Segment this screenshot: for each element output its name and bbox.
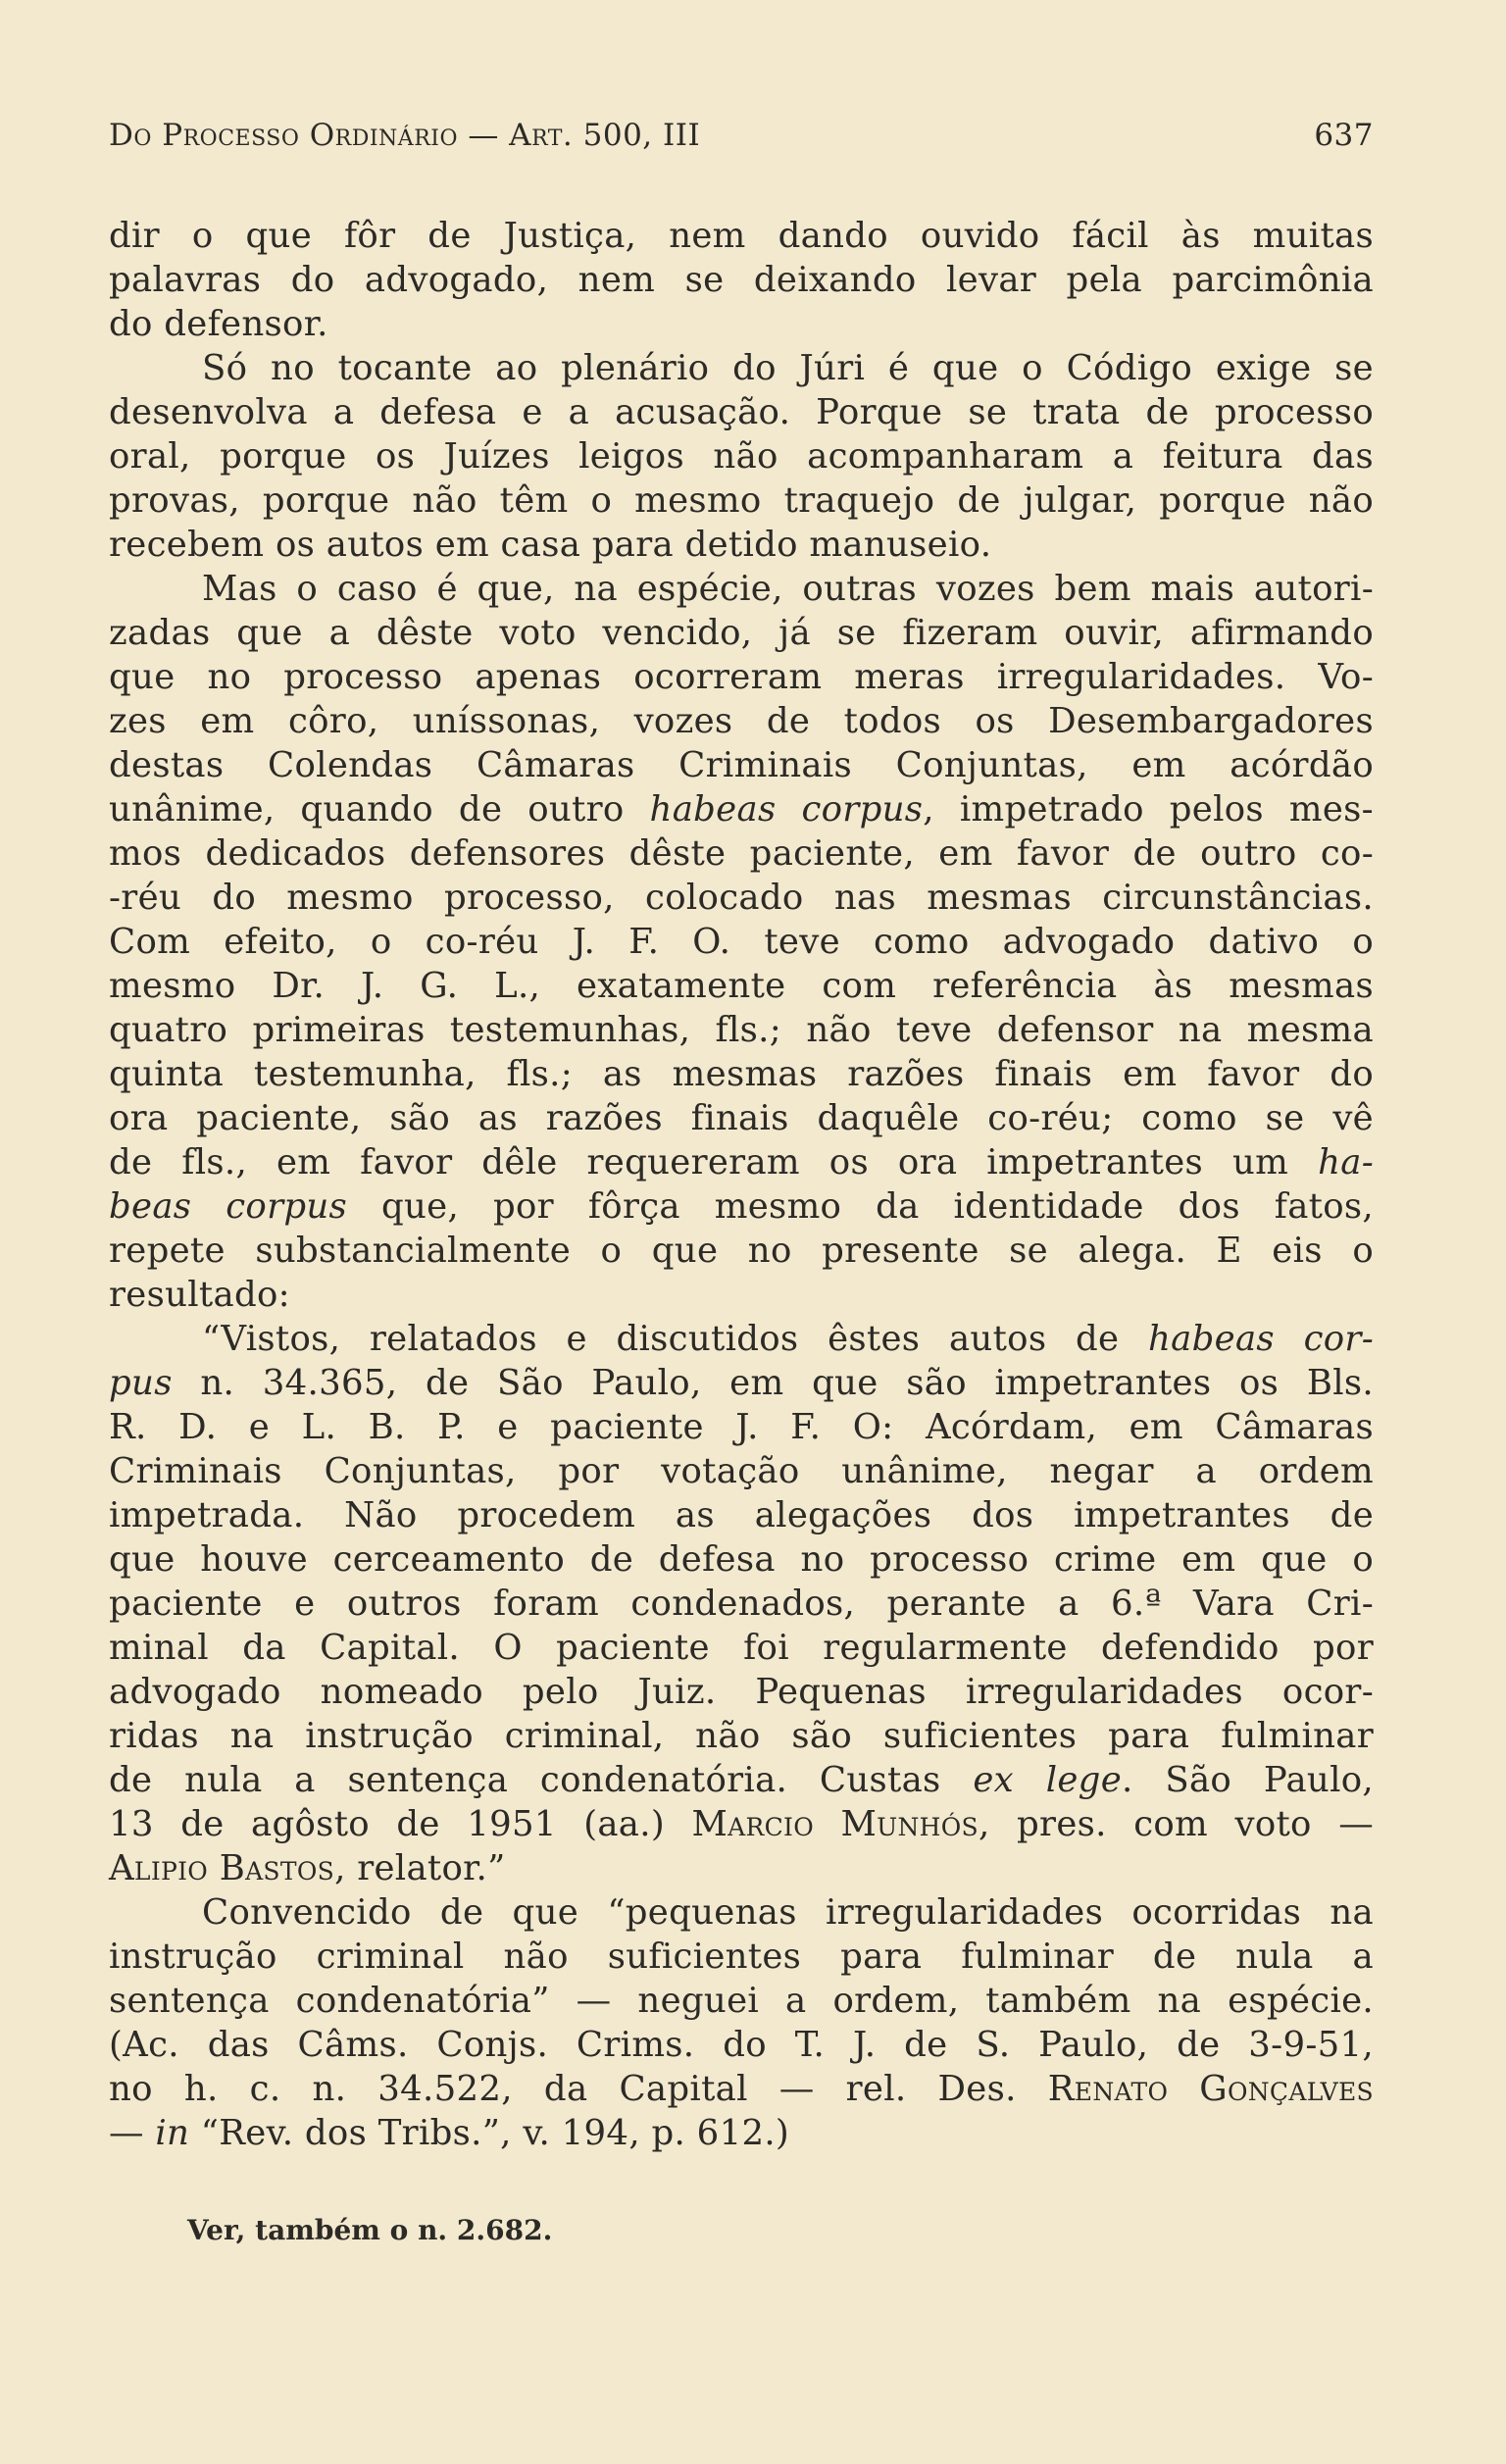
text-line: quinta testemunha, fls.; as mesmas razões finais em favor do bbox=[109, 1054, 1374, 1094]
text-line: que no processo apenas ocorreram meras irregularidades. Vo- bbox=[109, 657, 1374, 697]
italic-text: habeas corpus bbox=[649, 789, 924, 830]
page-number: 637 bbox=[1314, 118, 1374, 153]
text-line: (Ac. das Câms. Conjs. Crims. do T. J. de S. Paulo, de 3-9-51, bbox=[109, 2025, 1374, 2065]
text-line: Alipio Bastos, relator.” bbox=[109, 1848, 506, 1888]
text-line: R. D. e L. B. P. e paciente J. F. O: Acórdam, em Câmaras bbox=[109, 1407, 1374, 1447]
text-line: advogado nomeado pelo Juiz. Pequenas irregularidades ocor- bbox=[109, 1672, 1374, 1712]
name-small-caps: Renato Gonçalves bbox=[1047, 2069, 1374, 2109]
text-line: oral, porque os Juízes leigos não acompanharam a feitura das bbox=[109, 436, 1374, 477]
name-small-caps: Marcio Munhós bbox=[691, 1804, 979, 1844]
see-also-note: Ver, também o n. 2.682. bbox=[187, 2214, 553, 2246]
text-line: provas, porque não têm o mesmo traquejo de julgar, porque não bbox=[109, 480, 1374, 521]
text-line: de fls., em favor dêle requereram os ora impetrantes um ha- bbox=[109, 1142, 1374, 1182]
text-line: repete substancialmente o que no presente se alega. E eis o bbox=[109, 1231, 1374, 1271]
text-line: beas corpus que, por fôrça mesmo da identidade dos fatos, bbox=[109, 1186, 1374, 1227]
text-line: destas Colendas Câmaras Criminais Conjuntas, em acórdão bbox=[109, 745, 1374, 785]
text-line: minal da Capital. O paciente foi regularmente defendido por bbox=[109, 1628, 1374, 1668]
body-text bbox=[109, 214, 1374, 2155]
text-line: no h. c. n. 34.522, da Capital — rel. Des. Renato Gonçalves bbox=[109, 2069, 1374, 2109]
text-line: — in “Rev. dos Tribs.”, v. 194, p. 612.) bbox=[109, 2113, 790, 2153]
text-line: Só no tocante ao plenário do Júri é que o Código exige se bbox=[202, 348, 1374, 388]
text-line: 13 de agôsto de 1951 (aa.) Marcio Munhós, pres. com voto — bbox=[109, 1804, 1374, 1844]
text-line: sentença condenatória” — neguei a ordem, também na espécie. bbox=[109, 1981, 1374, 2021]
text-line: “Vistos, relatados e discutidos êstes autos de habeas cor- bbox=[202, 1319, 1374, 1359]
running-title: Do Processo Ordinário — Art. 500, III bbox=[109, 118, 701, 153]
text-line: -réu do mesmo processo, colocado nas mesmas circunstâncias. bbox=[109, 878, 1374, 918]
text-line: mos dedicados defensores dêste paciente, em favor de outro co- bbox=[109, 833, 1374, 874]
italic-text: habeas cor- bbox=[1147, 1319, 1374, 1359]
text-line: Convencido de que “pequenas irregularidades ocorridas na bbox=[202, 1892, 1374, 1933]
text-line: Criminais Conjuntas, por votação unânime, negar a ordem bbox=[109, 1451, 1374, 1491]
italic-text: pus bbox=[109, 1363, 173, 1403]
text-line: de nula a sentença condenatória. Custas ex lege. São Paulo, bbox=[109, 1760, 1374, 1800]
running-header bbox=[109, 118, 1374, 153]
text-line: zes em côro, uníssonas, vozes de todos os Desembargadores bbox=[109, 701, 1374, 741]
text-line: recebem os autos em casa para detido manuseio. bbox=[109, 525, 992, 565]
name-small-caps: Alipio Bastos bbox=[109, 1848, 335, 1888]
text-line: instrução criminal não suficientes para fulminar de nula a bbox=[109, 1936, 1374, 1977]
text-line: impetrada. Não procedem as alegações dos impetrantes de bbox=[109, 1495, 1374, 1535]
text-line: paciente e outros foram condenados, perante a 6.ª Vara Cri- bbox=[109, 1584, 1374, 1624]
text-line: resultado: bbox=[109, 1275, 290, 1315]
text-line: dir o que fôr de Justiça, nem dando ouvido fácil às muitas bbox=[109, 216, 1374, 256]
text-line: que houve cerceamento de defesa no processo crime em que o bbox=[109, 1539, 1374, 1580]
text-line: do defensor. bbox=[109, 304, 328, 344]
text-line: palavras do advogado, nem se deixando levar pela parcimônia bbox=[109, 260, 1374, 300]
text-line: unânime, quando de outro habeas corpus, impetrado pelos mes- bbox=[109, 789, 1374, 830]
italic-text: ha- bbox=[1318, 1142, 1374, 1182]
text-line: ridas na instrução criminal, não são suficientes para fulminar bbox=[109, 1716, 1374, 1756]
italic-text: in bbox=[155, 2113, 190, 2153]
text-line: desenvolva a defesa e a acusação. Porque se trata de processo bbox=[109, 392, 1374, 432]
text-line: quatro primeiras testemunhas, fls.; não teve defensor na mesma bbox=[109, 1010, 1374, 1050]
italic-text: beas corpus bbox=[109, 1186, 348, 1227]
text-line: zadas que a dêste voto vencido, já se fizeram ouvir, afirmando bbox=[109, 613, 1374, 653]
text-line: Mas o caso é que, na espécie, outras vozes bem mais autori- bbox=[202, 569, 1374, 609]
text-line: Com efeito, o co-réu J. F. O. teve como advogado dativo o bbox=[109, 922, 1374, 962]
text-line: pus n. 34.365, de São Paulo, em que são impetrantes os Bls. bbox=[109, 1363, 1374, 1403]
text-line: ora paciente, são as razões finais daquêle co-réu; como se vê bbox=[109, 1098, 1374, 1138]
italic-text: ex lege bbox=[973, 1760, 1123, 1800]
text-line: mesmo Dr. J. G. L., exatamente com referência às mesmas bbox=[109, 966, 1374, 1006]
